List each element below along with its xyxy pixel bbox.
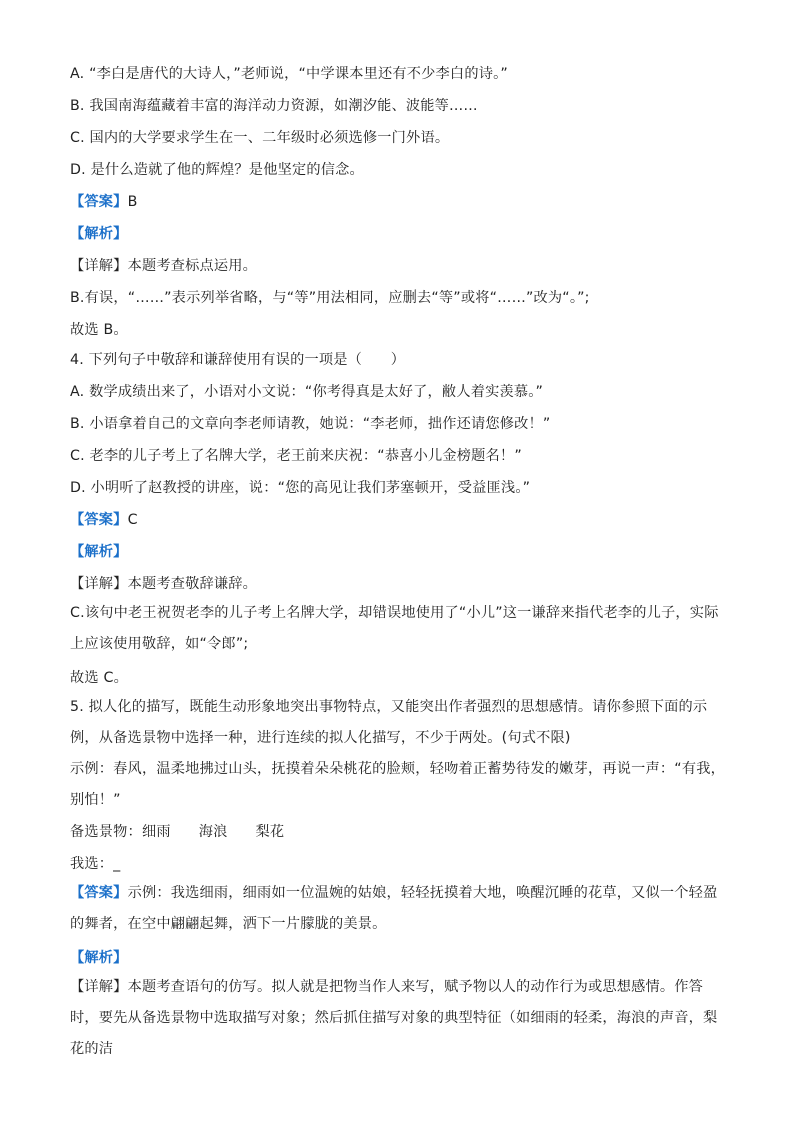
q4-stem: 4. 下列句子中敬辞和谦辞使用有误的一项是（ ） xyxy=(70,352,406,368)
q4-explain: C.该句中老王祝贺老李的儿子考上名牌大学，却错误地使用了“小儿”这一谦辞来指代老李的儿子，实际上应该使用敬辞，如“令郎”; xyxy=(70,605,719,652)
q4-option-d: D. 小明听了赵教授的讲座，说：“您的高见让我们茅塞顿开，受益匪浅。” xyxy=(70,480,531,496)
q5-candidates xyxy=(70,822,284,842)
q3-option-b: B. 我国南海蕴藏着丰富的海洋动力资源，如潮汐能、波能等…… xyxy=(70,98,478,114)
detail-text: 本题考查标点运用。 xyxy=(127,258,258,274)
answer-tag: 【答案】 xyxy=(70,194,128,210)
q4-option-b: B. 小语拿着自己的文章向李老师请教，她说：“李老师，拙作还请您修改！” xyxy=(70,416,551,432)
q4-detail xyxy=(70,574,257,594)
q3-option-c: C. 国内的大学要求学生在一、二年级时必须选修一门外语。 xyxy=(70,130,450,146)
q3-choose: 故选 B。 xyxy=(70,322,128,338)
detail-tag: 【详解】 xyxy=(70,576,128,592)
candidates-label: 备选景物： xyxy=(70,824,142,840)
q4-option-c: C. 老李的儿子考上了名牌大学，老王前来庆祝：“恭喜小儿金榜题名！” xyxy=(70,448,522,464)
analysis-tag: 【解析】 xyxy=(70,950,128,966)
answer-tag: 【答案】 xyxy=(70,512,128,528)
q5-stem: 5. 拟人化的描写，既能生动形象地突出事物特点，又能突出作者强烈的思想感情。请你参照下面的示例，从备选景物中选择一种，进行连续的拟人化描写，不少于两处。(句式不限) xyxy=(70,699,708,746)
q5-detail xyxy=(70,972,726,1065)
q4-analysis xyxy=(70,542,128,562)
candidate-1: 细雨 xyxy=(141,824,171,840)
q5-my-choice: 我选：_ xyxy=(70,856,121,872)
detail-tag: 【详解】 xyxy=(70,979,128,995)
q3-option-a: A. “李白是唐代的大诗人，”老师说，“中学课本里还有不少李白的诗。” xyxy=(70,66,508,82)
answer-tag: 【答案】 xyxy=(70,885,128,901)
answer-value: B xyxy=(127,194,138,210)
q4-option-a: A. 数学成绩出来了，小语对小文说：“你考得真是太好了，敝人着实羡慕。” xyxy=(70,384,544,400)
answer-value: C xyxy=(127,512,138,528)
q4-answer xyxy=(70,510,138,530)
q3-option-d: D. 是什么造就了他的辉煌？是他坚定的信念。 xyxy=(70,162,364,178)
q3-answer xyxy=(70,192,138,212)
detail-text: 本题考查敬辞谦辞。 xyxy=(127,576,258,592)
q4-choose: 故选 C。 xyxy=(70,670,128,686)
analysis-tag: 【解析】 xyxy=(70,226,128,242)
q5-answer xyxy=(70,878,726,940)
q3-detail xyxy=(70,256,257,276)
detail-tag: 【详解】 xyxy=(70,258,128,274)
detail-text: 本题考查语句的仿写。拟人就是把物当作人来写，赋予物以人的动作行为或思想感情。作答时，要先从备选景物中选取描写对象；然后抓住描写对象的典型特征（如细雨的轻柔，海浪的声音，梨花的洁 xyxy=(70,979,718,1057)
q3-analysis xyxy=(70,224,128,244)
answer-value: 示例：我选细雨，细雨如一位温婉的姑娘，轻轻抚摸着大地，唤醒沉睡的花草，又似一个轻盈的舞者，在空中翩翩起舞，洒下一片朦胧的美景。 xyxy=(70,885,718,932)
candidate-3: 梨花 xyxy=(255,824,285,840)
candidate-2: 海浪 xyxy=(198,824,228,840)
q5-analysis xyxy=(70,948,128,968)
q3-explain: B.有误，“……”表示列举省略，与“等”用法相同，应删去“等”或将“……”改为“。”; xyxy=(70,290,590,306)
q5-example: 示例：春风，温柔地拂过山头，抚摸着朵朵桃花的脸颊，轻吻着正蓄势待发的嫩芽，再说一声：“有我，别怕！” xyxy=(70,761,725,808)
analysis-tag: 【解析】 xyxy=(70,544,128,560)
